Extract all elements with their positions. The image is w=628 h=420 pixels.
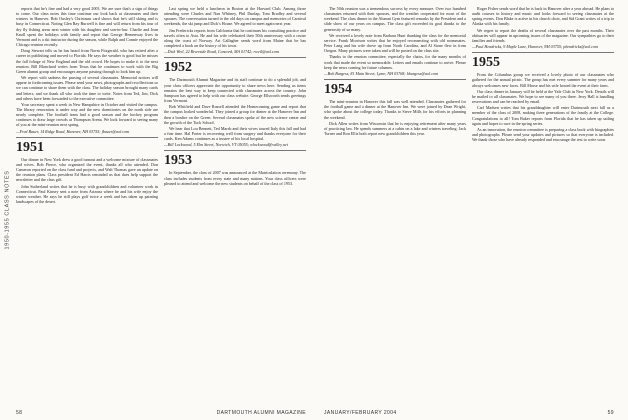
section-divider bbox=[472, 52, 614, 53]
class-note-paragraph: Last spring we held a luncheon in Boston at the Harvard Club. Among those attending were Charles and Nan Whitney, Phil Dunlap, Tom Bradley and several spouses. The conversation turned to the old days on campus and memories of Carnival weekends, the ski jump and Dick's House. We agreed to meet again next year. bbox=[164, 6, 306, 27]
side-tab-text: 1950-1955 CLASS NOTES bbox=[4, 170, 11, 250]
class-note-paragraph: As an innovation, the reunion committee is preparing a class book with biographies and photographs. Please send your updates and pictures so that everyone is included. We thank those who have already responded and encourage the rest to write soon. bbox=[472, 126, 614, 143]
issue-date: JANUARY/FEBRUARY 2004 bbox=[324, 410, 397, 416]
class-note-paragraph: Jim Fredericks reports from California that he continues his consulting practice and travels often to Asia. He and his wife celebrated their 50th anniversary with a cruise along the coast of Norway. Art Gallagher sends word from Maine that he has completed a book on the history of his town. bbox=[164, 27, 306, 49]
page-number-left: 58 bbox=[16, 410, 23, 416]
left-page bbox=[16, 6, 306, 402]
side-tab-left bbox=[0, 0, 14, 420]
class-note-paragraph: reports that he's fine and had a very good 2003. We are sure that's a sign of things to come. Our class notes this time continue our look back at classmates and their winters in Hanover. Bob Ousley's Christmas card shows that he's still skiing and is busy in Connecticut. Noting Glen Ray Burwell is fine and will return from his tour of dry fly fishing areas next winter with his daughter and son-in-law. Charlie and Jean Knoll spent the holidays with family and report that George Hemenway lives in Vermont and is a ski instructor during the season, while Ralph and Connie enjoyed the Chicago reunion recently. bbox=[16, 6, 158, 48]
class-note-paragraph: We hear that Lou Bennett, Ted Marsh and their wives toured Italy this fall and had a fine time. Hal Porter is recovering well from surgery and thanks everyone for their cards. Ken Adams continues as a trustee of his local hospital. bbox=[164, 125, 306, 142]
secretary-contact: —Bob Burgess, 81 Main Street, Lyme, NH 03768; bburgess@aol.com bbox=[324, 70, 439, 76]
column-1 bbox=[16, 6, 158, 402]
class-note-paragraph: We regret to report the deaths of several classmates over the past months. Their obituaries will appear in upcoming issues of the magazine. Our sympathies go to their families and friends. bbox=[472, 27, 614, 43]
right-page bbox=[324, 6, 614, 402]
class-note-paragraph: The Dartmouth Alumni Magazine and its staff continue to do a splendid job, and your class officers appreciate the opportunity to share news here. Sending us items remains the best way to keep connected with classmates across the country. John Sampson has agreed to help with our class website. George Ellsworth sends greetings from Vermont. bbox=[164, 77, 306, 104]
class-note-paragraph: Our dinner in New York drew a good turnout and a welcome mixture of classmates and wives. Bob Pierce, who organized the event, thanks all who attended. Don Cameron reported on the class fund and projects, and Walt Thomas gave an update on the reunion plans. Class president Ed Harris reminded us that dues help support the newsletter and the class gift. bbox=[16, 156, 158, 183]
class-note-paragraph: We received a lovely note from Barbara Hunt thanking the class for the memorial service. Frank Morrison writes that he enjoyed reconnecting with old roommates. Peter Lang and his wife drove up from North Carolina, and Al Stone flew in from Oregon. Many pictures were taken and will be posted on the class site. bbox=[324, 32, 466, 54]
footer-right bbox=[324, 410, 614, 416]
class-note-paragraph: We report with sadness the passing of several classmates. Memorial notices will appear in forthcoming issues. Please send your news, photographs and recollections so we can continue to share them with the class. The holiday season brought many cards and letters, and we thank all who took the time to write. Notes from Ted, Jim, Dick and others have been forwarded to the executive committee. bbox=[16, 75, 158, 101]
secretary-contact: —Paul Hendricks, 9 Maple Lane, Hanover, NH 03755; phendricks@aol.com bbox=[472, 44, 599, 50]
class-note-paragraph: Carl Madsen writes that his granddaughter will enter Dartmouth next fall as a member of the class of 2008, making three generations of the family at the College. Congratulations to all! Tom Baker reports from Florida that he has taken up sailing again and hopes to race in the spring series. bbox=[472, 105, 614, 126]
section-divider bbox=[164, 150, 306, 151]
page-number-right: 59 bbox=[607, 410, 614, 416]
section-divider bbox=[16, 137, 158, 138]
column-3 bbox=[324, 6, 466, 402]
secretary-contact: —Fred Bauer, 14 Ridge Road, Hanover, NH 03755; fbauer@aol.com bbox=[16, 128, 130, 134]
class-note-paragraph: From the Columbus group we received a lovely photo of our classmates who gathered for the annual picnic. The group has met every summer for many years and always welcomes new faces. Bill Morse and his wife hosted the event at their farm. bbox=[472, 72, 614, 88]
class-note-paragraph: In September, the class of 2007 was announced at the Matriculation ceremony. The class includes students from every state and many nations. Your class officers were pleased to attend and welcome the new students on behalf of the class of 1953. bbox=[164, 170, 306, 186]
class-year-heading: 1952 bbox=[164, 60, 192, 76]
class-year-heading: 1951 bbox=[16, 139, 44, 155]
class-year-heading: 1955 bbox=[472, 55, 500, 71]
class-note-paragraph: Bob Whitfield and Dave Russell attended the Homecoming game and report that the campus looked wonderful. They joined a group for dinner at the Hanover Inn and then a bonfire on the Green. Several classmates spoke of the new science center and the growth of the Tuck School. bbox=[164, 104, 306, 125]
section-divider bbox=[164, 57, 306, 58]
class-note-paragraph: Dick Allen writes from Wisconsin that he is enjoying retirement after many years of practicing law. He spends summers at a cabin on a lake and winters traveling. Jack Turner and Ron Ellis both report new grandchildren this year. bbox=[324, 120, 466, 136]
footer-left bbox=[16, 410, 306, 416]
class-note-paragraph: Roger Fisher sends word that he is back in Hanover after a year abroad. He plans to audit courses in history and music and looks forward to seeing classmates at the spring events. Don Blake is active in his church choir, and Sid Grant writes of a trip to Alaska with his family. bbox=[472, 6, 614, 27]
column-2 bbox=[164, 6, 306, 402]
secretary-contact: —Bill Lockwood, 5 Elm Street, Norwich, VT 05055; wlockwood@valley.net bbox=[164, 142, 288, 148]
class-note-paragraph: Doug Stewart tells us he has heard from Norm Fitzgerald, who has retired after a career in publishing and moved to Florida. He says the weather is good but he misses the fall foliage of New England and the old crowd. He hopes to make it to the next reunion. Bill Blanchard writes from Texas that he continues to work with the Big Green alumni group and encourages anyone passing through to look him up. bbox=[16, 48, 158, 74]
class-note-paragraph: Our class dinner in January will be held at the Yale Club in New York. Details will be mailed to all classmates. We hope to see many of you there. Jerry Hall is handling reservations and can be reached by email. bbox=[472, 88, 614, 105]
column-4 bbox=[472, 6, 614, 402]
class-note-paragraph: The mini-reunion in Hanover this fall was well attended. Classmates gathered for the football game and a dinner at the Hanover Inn. We were joined by Dean Wright, who spoke about the college today. Thanks to Steve Mills for his efforts in planning the weekend. bbox=[324, 99, 466, 120]
section-divider bbox=[324, 79, 466, 80]
class-note-paragraph: John Sutherland writes that he is busy with grandchildren and volunteer work in Connecticut. Paul Kinsey sent a note from Arizona where he and his wife enjoy the winter weather. He says he still plays golf twice a week and has taken up painting landscapes of the desert. bbox=[16, 183, 158, 204]
class-note-paragraph: Your secretary spent a week in New Hampshire in October and visited the campus. The library renovation is under way and the new dormitories on the north side are nearly complete. The football team had a good season and the hockey program continues to draw large crowds at Thompson Arena. We look forward to seeing many of you at the mini-reunion next spring. bbox=[16, 101, 158, 128]
class-year-heading: 1954 bbox=[324, 82, 352, 98]
class-note-paragraph: The 50th reunion was a tremendous success by every measure. Over two hundred classmates returned with their spouses, and the weather cooperated for most of the weekend. The class dinner in the Alumni Gym featured remarks by the President and a slide show of our years on campus. The class gift exceeded its goal thanks to the generosity of so many. bbox=[324, 6, 466, 32]
secretary-contact: —Dick Weil, 22 Riverside Road, Concord, MA 01742; rweil@aol.com bbox=[164, 49, 279, 55]
magazine-title: DARTMOUTH ALUMNI MAGAZINE bbox=[216, 410, 306, 416]
class-year-heading: 1953 bbox=[164, 153, 192, 169]
class-note-paragraph: Thanks to the reunion committee, especially the chairs, for the many months of work that made the event so memorable. Letters and emails continue to arrive. Please keep the news coming for future columns. bbox=[324, 54, 466, 70]
